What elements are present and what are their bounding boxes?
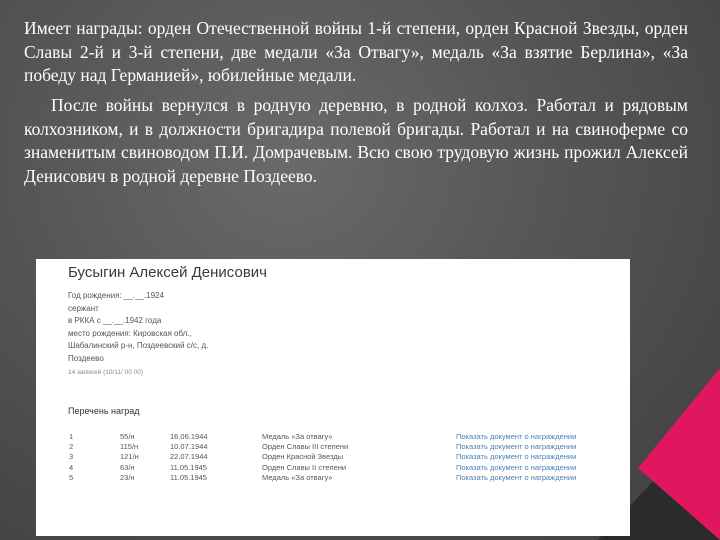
paragraph-postwar: После войны вернулся в родную деревню, в родной колхоз. Работал и рядовым колхозником, и в должности бригадира полевой бригады. Работал и на свиноферме со знаменитым свиноводом П.И. Домрачевым. Всю свою трудовую жизнь прожил Алексей Денисович в родной деревне Поздеево. xyxy=(24,95,688,186)
award-number: 2 xyxy=(69,442,74,452)
show-document-link[interactable]: Показать документ о награждении xyxy=(456,462,577,472)
award-row xyxy=(36,442,630,452)
award-date: 10.07.1944 xyxy=(170,442,208,452)
decorative-pink-shard xyxy=(638,368,720,540)
show-document-link[interactable]: Показать документ о награждении xyxy=(456,442,577,452)
award-code: 115/н xyxy=(120,442,139,452)
award-name: Орден Славы II степени xyxy=(262,462,347,472)
award-code: 121/н xyxy=(120,452,139,462)
award-name: Орден Славы III степени xyxy=(262,442,349,452)
awards-list xyxy=(36,432,630,483)
award-row xyxy=(36,463,630,473)
info-line: Поздеево xyxy=(68,353,104,363)
award-number: 4 xyxy=(69,462,74,472)
award-number: 5 xyxy=(69,472,74,482)
award-date: 11.05.1945 xyxy=(170,462,207,472)
person-name: Бусыгин Алексей Денисович xyxy=(68,264,267,281)
award-code: 55/н xyxy=(120,432,135,441)
award-name: Медаль «За отвагу» xyxy=(262,432,333,441)
award-date: 22.07.1944 xyxy=(170,452,208,462)
award-row xyxy=(36,432,630,442)
award-row xyxy=(36,452,630,462)
show-document-link[interactable]: Показать документ о награждении xyxy=(456,432,577,441)
person-info xyxy=(68,290,208,365)
award-name: Орден Красной Звезды xyxy=(262,452,344,462)
award-code: 23/н xyxy=(120,472,135,482)
record-number: 14 записей (10/11/ 00 00) xyxy=(68,369,144,376)
award-date: 16.06.1944 xyxy=(170,432,208,441)
award-code: 63/н xyxy=(120,462,135,472)
award-number: 3 xyxy=(69,452,74,462)
info-line: Шабалинский р-н, Поздеевский с/с, д. xyxy=(68,341,209,350)
show-document-link[interactable]: Показать документ о награждении xyxy=(456,452,577,462)
info-line: место рождения: Кировская обл., xyxy=(68,328,192,338)
award-record-screenshot xyxy=(36,259,630,536)
award-name: Медаль «За отвагу» xyxy=(262,472,333,482)
awards-list-title: Перечень наград xyxy=(68,406,140,416)
paragraph-awards: Имеет награды: орден Отечественной войны 1-й степени, орден Красной Звезды, орден Славы 2-й и 3-й степени, две медали «За Отвагу», медаль «За взятие Берлина», «За победу над Германией», юбилейные медали. xyxy=(24,18,688,85)
info-line: Год рождения: __.__.1924 xyxy=(68,291,164,300)
award-number: 1 xyxy=(69,432,74,441)
show-document-link[interactable]: Показать документ о награждении xyxy=(456,472,577,482)
info-line: сержант xyxy=(68,303,99,313)
award-row xyxy=(36,473,630,483)
award-date: 11.05.1945 xyxy=(170,472,207,482)
info-line: в РККА с __.__.1942 года xyxy=(68,316,162,325)
